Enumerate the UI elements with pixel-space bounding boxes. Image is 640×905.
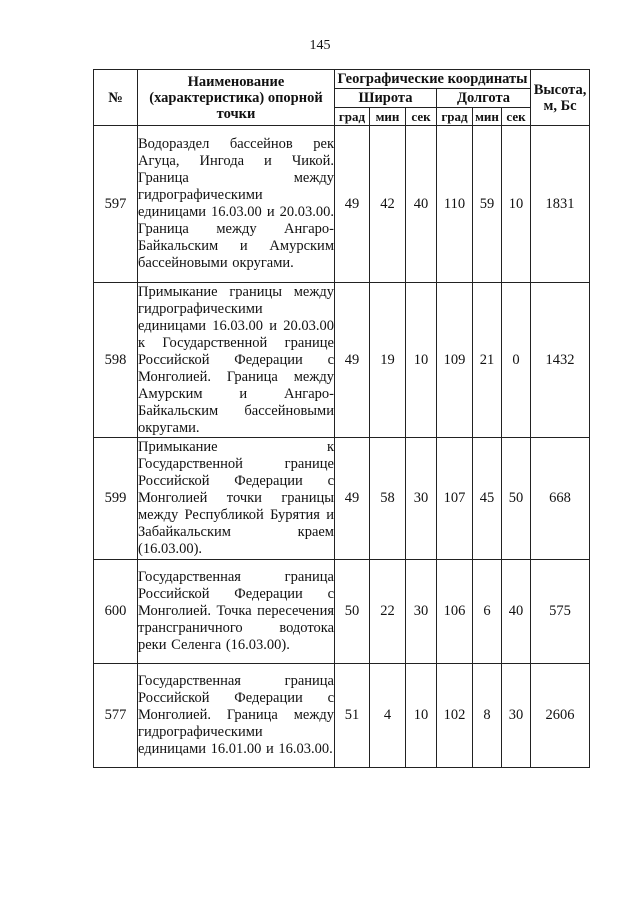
header-lon-deg: град	[437, 108, 473, 126]
lat-sec: 10	[406, 283, 437, 438]
height-value: 1432	[531, 283, 590, 438]
lon-deg: 110	[437, 126, 473, 283]
header-lat-sec: сек	[406, 108, 437, 126]
header-height: Высота, м, Бс	[531, 70, 590, 126]
lat-min: 4	[370, 664, 406, 768]
lat-deg: 49	[335, 283, 370, 438]
lon-sec: 10	[502, 126, 531, 283]
row-description: Водораздел бассейнов рек Агуца, Ингода и Чикой. Граница между гидрографическими единицами 16.03.00 и 20.03.00. Граница между Ангаро-Байкальским и Амурским бассейновыми округами.	[138, 126, 335, 283]
lon-deg: 109	[437, 283, 473, 438]
coordinates-table	[93, 69, 590, 768]
lat-deg: 51	[335, 664, 370, 768]
header-latitude: Широта	[335, 89, 437, 108]
header-lon-sec: сек	[502, 108, 531, 126]
lon-sec: 30	[502, 664, 531, 768]
lon-min: 59	[473, 126, 502, 283]
header-geo: Географические координаты	[335, 70, 531, 89]
lon-deg: 106	[437, 560, 473, 664]
lon-sec: 40	[502, 560, 531, 664]
height-value: 1831	[531, 126, 590, 283]
row-num: 599	[94, 438, 138, 560]
height-value: 2606	[531, 664, 590, 768]
lat-sec: 10	[406, 664, 437, 768]
row-description: Примыкание границы между гидрографическими единицами 16.03.00 и 20.03.00 к Государственной границе Российской Федерации с Монголией. Граница между Амурским и Ангаро-Байкальским бассейновыми округами.	[138, 283, 334, 436]
header-lon-min: мин	[473, 108, 502, 126]
lon-min: 45	[473, 438, 502, 560]
lat-sec: 30	[406, 438, 437, 560]
lat-deg: 49	[335, 438, 370, 560]
lat-deg: 50	[335, 560, 370, 664]
row-description: Государственная граница Российской Федерации с Монголией. Точка пересечения трансграничного водотока реки Селенга (16.03.00).	[138, 560, 335, 664]
lat-min: 42	[370, 126, 406, 283]
lat-deg: 49	[335, 126, 370, 283]
lon-deg: 107	[437, 438, 473, 560]
row-num: 597	[94, 126, 138, 283]
table-row	[94, 560, 590, 664]
lon-min: 8	[473, 664, 502, 768]
row-description: Примыкание к Государственной границе Российской Федерации с Монголией точки границы между Республикой Бурятия и Забайкальским краем (16.03.00).	[138, 438, 335, 560]
lon-min: 6	[473, 560, 502, 664]
row-num: 577	[94, 664, 138, 768]
lat-min: 22	[370, 560, 406, 664]
header-num: №	[94, 70, 138, 126]
page-number: 145	[309, 38, 331, 53]
lon-sec: 0	[502, 283, 531, 438]
height-value: 668	[531, 438, 590, 560]
lon-sec: 50	[502, 438, 531, 560]
lon-min: 21	[473, 283, 502, 438]
table-row	[94, 126, 590, 283]
header-name: Наименование (характеристика) опорной точки	[138, 70, 335, 126]
lon-deg: 102	[437, 664, 473, 768]
table-row	[94, 664, 590, 768]
table-row	[94, 438, 590, 560]
table-row	[94, 283, 590, 438]
lat-min: 19	[370, 283, 406, 438]
height-value: 575	[531, 560, 590, 664]
lat-sec: 30	[406, 560, 437, 664]
header-lat-min: мин	[370, 108, 406, 126]
lat-min: 58	[370, 438, 406, 560]
lat-sec: 40	[406, 126, 437, 283]
row-description: Государственная граница Российской Федерации с Монголией. Граница между гидрографическими единицами 16.01.00 и 16.03.00.	[138, 664, 335, 768]
header-lat-deg: град	[335, 108, 370, 126]
row-num: 598	[94, 283, 138, 438]
header-longitude: Долгота	[437, 89, 531, 108]
row-num: 600	[94, 560, 138, 664]
